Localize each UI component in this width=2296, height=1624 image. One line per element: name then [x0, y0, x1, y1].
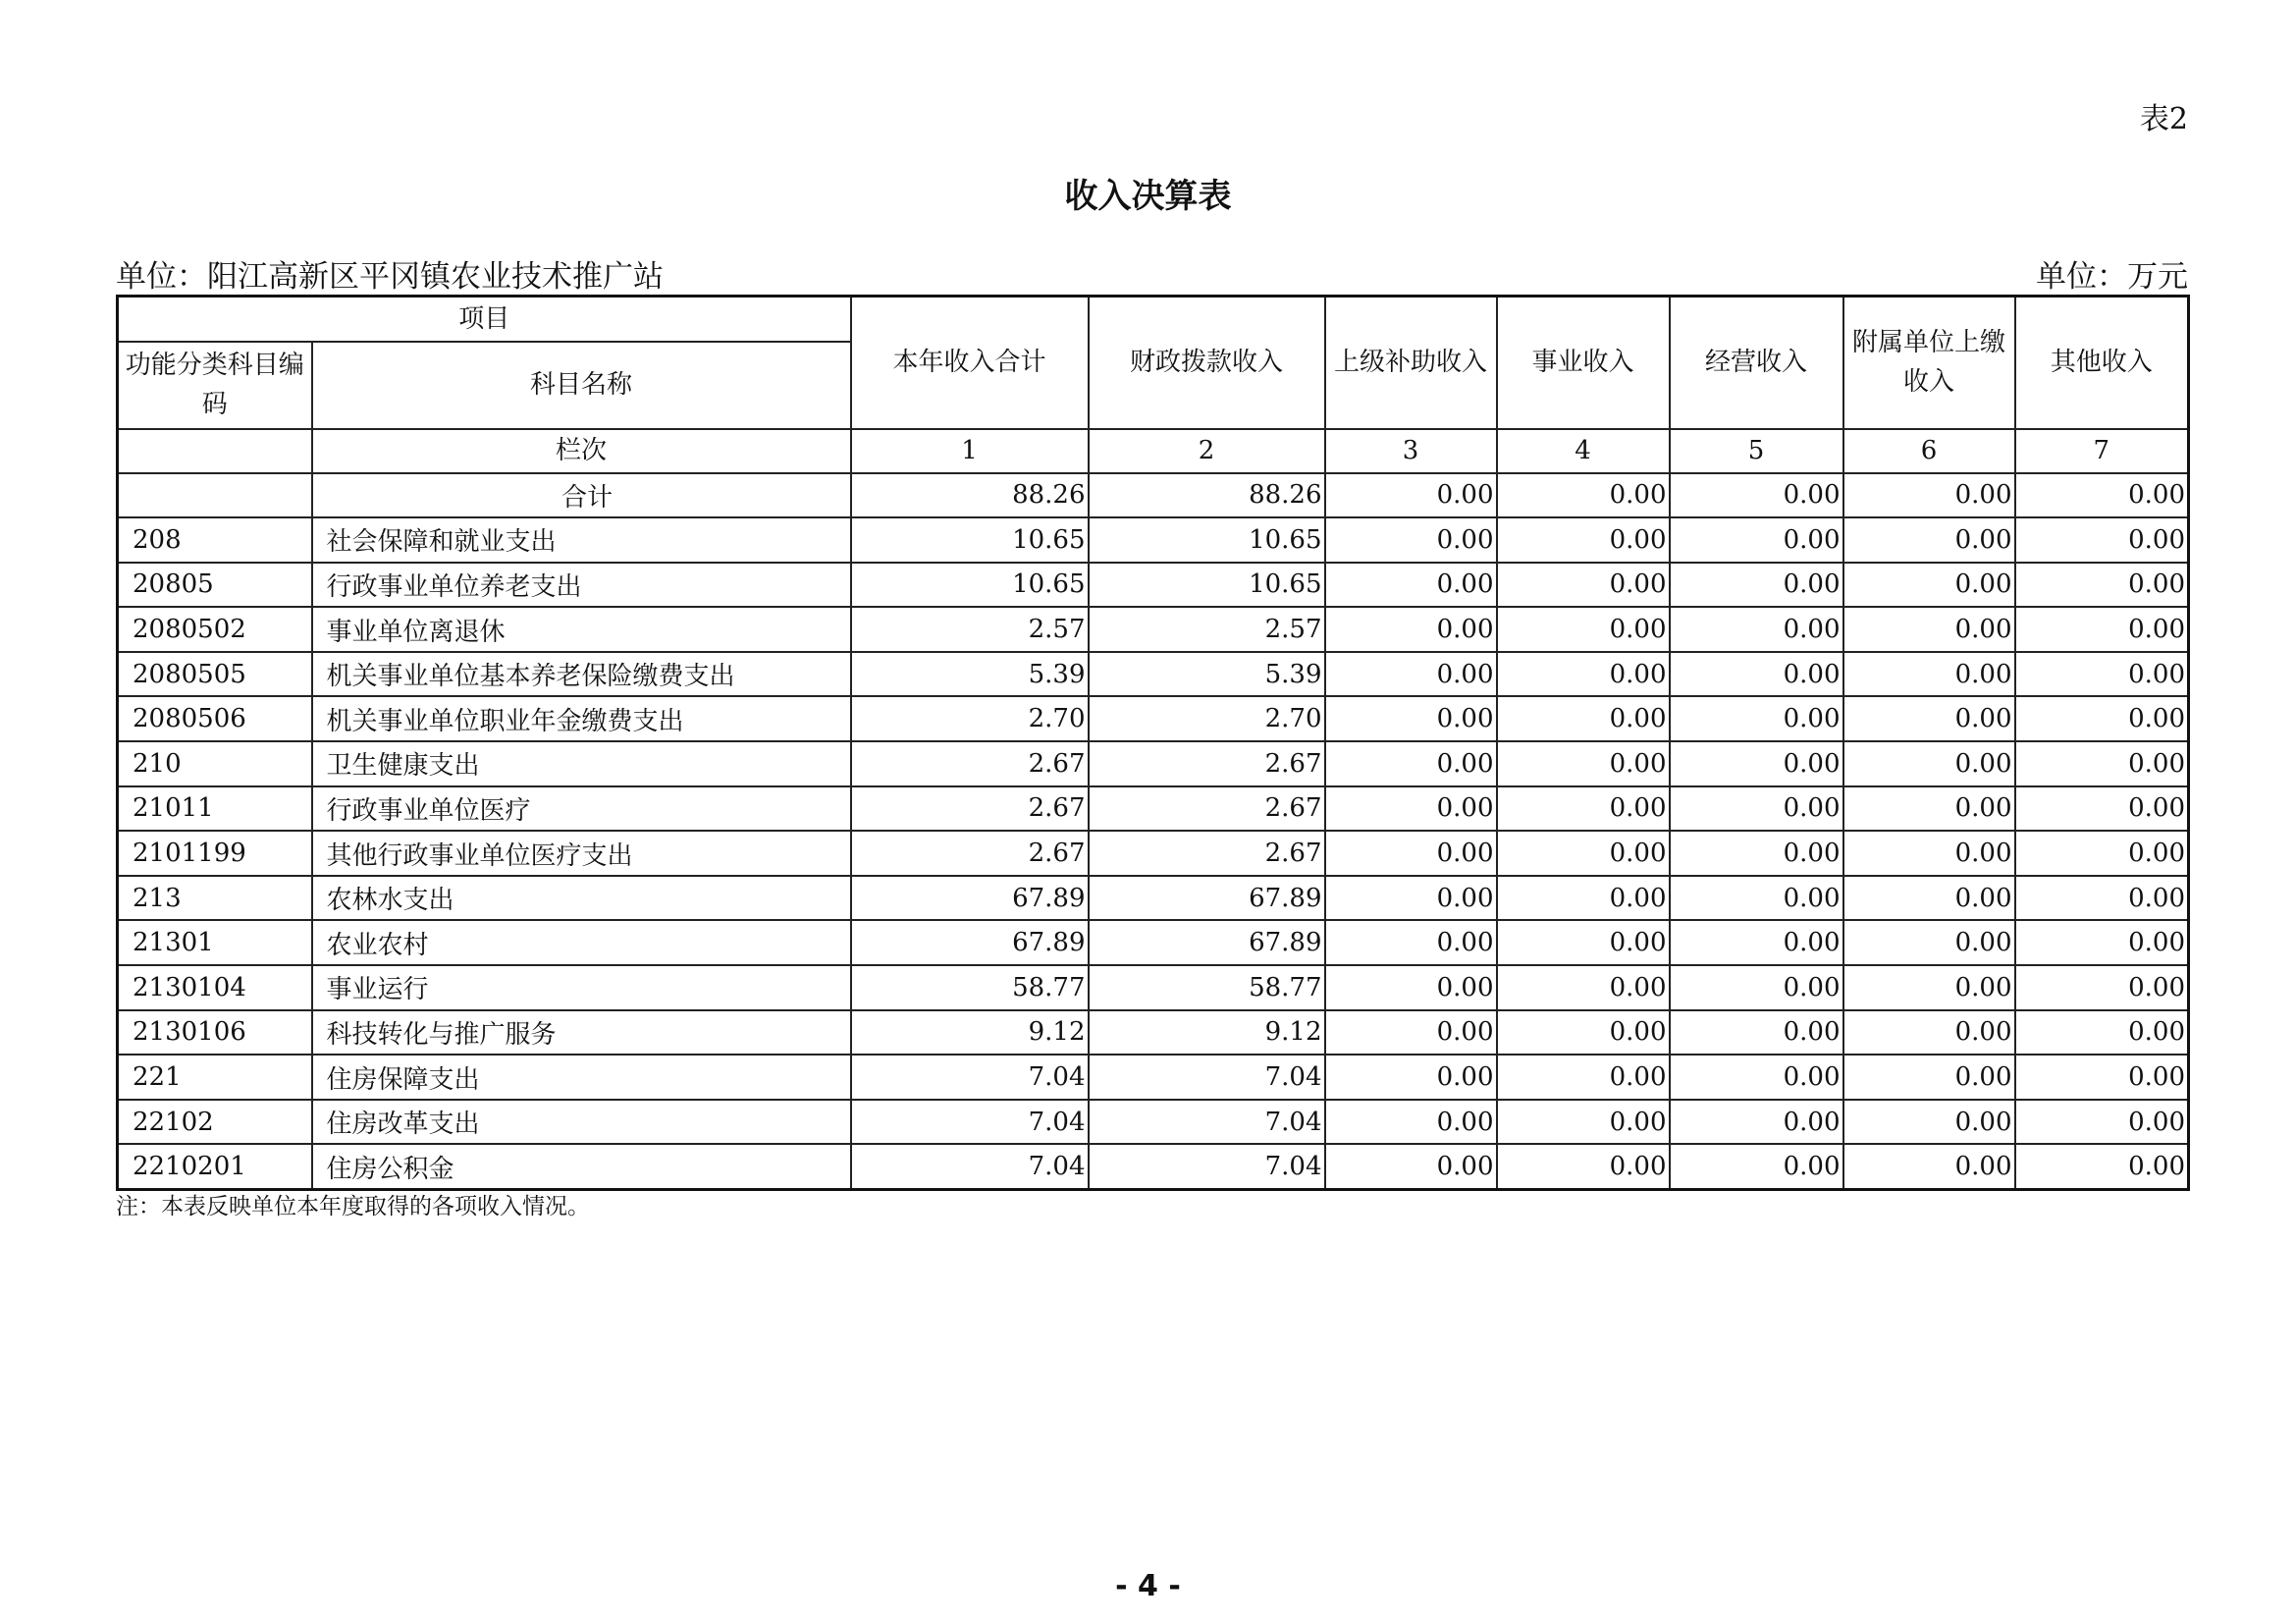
- row-code: 22102: [118, 1100, 312, 1145]
- table-row: [118, 741, 2189, 786]
- row-value: 0.00: [1325, 1100, 1497, 1145]
- row-code: 2130106: [118, 1010, 312, 1056]
- row-value: 0.00: [1670, 876, 1843, 921]
- row-value: 0.00: [1497, 563, 1670, 608]
- row-value: 0.00: [1670, 1144, 1843, 1189]
- header-name: 科目名称: [312, 342, 851, 429]
- row-value: 0.00: [1843, 831, 2015, 876]
- table-row: [118, 607, 2189, 652]
- table-row: [118, 920, 2189, 965]
- row-value: 0.00: [1843, 607, 2015, 652]
- header-col: 本年收入合计: [851, 297, 1089, 429]
- row-value: 0.00: [1497, 741, 1670, 786]
- row-value: 0.00: [2015, 473, 2189, 518]
- table-row: [118, 563, 2189, 608]
- row-value: 2.57: [1089, 607, 1325, 652]
- row-name: 其他行政事业单位医疗支出: [312, 831, 851, 876]
- header-col: 财政拨款收入: [1089, 297, 1325, 429]
- row-value: 0.00: [1843, 786, 2015, 832]
- row-value: 0.00: [1670, 920, 1843, 965]
- row-value: 0.00: [2015, 920, 2189, 965]
- row-value: 67.89: [1089, 920, 1325, 965]
- row-name: 机关事业单位职业年金缴费支出: [312, 696, 851, 741]
- row-value: 0.00: [1670, 786, 1843, 832]
- row-code: 213: [118, 876, 312, 921]
- row-value: 0.00: [1670, 607, 1843, 652]
- seq-number: 4: [1497, 429, 1670, 473]
- row-value: 0.00: [1325, 965, 1497, 1010]
- row-value: 0.00: [2015, 563, 2189, 608]
- row-value: 2.67: [1089, 741, 1325, 786]
- table-row: [118, 1055, 2189, 1100]
- row-value: 9.12: [851, 1010, 1089, 1056]
- row-value: 0.00: [1325, 607, 1497, 652]
- row-value: 2.67: [1089, 786, 1325, 832]
- row-value: 0.00: [2015, 517, 2189, 563]
- row-value: 0.00: [1325, 652, 1497, 697]
- table-note: 注：本表反映单位本年度取得的各项收入情况。: [116, 1194, 590, 1219]
- row-value: 7.04: [1089, 1100, 1325, 1145]
- seq-number: 7: [2015, 429, 2189, 473]
- row-value: 2.67: [851, 831, 1089, 876]
- row-value: 0.00: [1843, 1100, 2015, 1145]
- row-code: 21011: [118, 786, 312, 832]
- row-value: 0.00: [1325, 741, 1497, 786]
- row-value: 0.00: [1843, 696, 2015, 741]
- row-name: 行政事业单位养老支出: [312, 563, 851, 608]
- row-code: 2101199: [118, 831, 312, 876]
- row-value: 0.00: [1497, 1144, 1670, 1189]
- row-value: 0.00: [1325, 1010, 1497, 1056]
- row-value: 0.00: [1670, 1055, 1843, 1100]
- row-value: 7.04: [851, 1144, 1089, 1189]
- row-value: 7.04: [851, 1055, 1089, 1100]
- row-value: 0.00: [1843, 965, 2015, 1010]
- row-value: 0.00: [1497, 1010, 1670, 1056]
- row-value: 0.00: [2015, 741, 2189, 786]
- page-title: 收入决算表: [1064, 177, 1232, 216]
- row-value: 0.00: [1497, 696, 1670, 741]
- row-code: 2080505: [118, 652, 312, 697]
- row-value: 0.00: [1497, 473, 1670, 518]
- row-value: 0.00: [1670, 965, 1843, 1010]
- row-name: 科技转化与推广服务: [312, 1010, 851, 1056]
- row-code: 2080506: [118, 696, 312, 741]
- row-value: 0.00: [1497, 1055, 1670, 1100]
- table-row: [118, 965, 2189, 1010]
- row-value: 0.00: [1497, 786, 1670, 832]
- income-table: [116, 295, 2190, 1191]
- row-name: 住房改革支出: [312, 1100, 851, 1145]
- row-value: 0.00: [1325, 517, 1497, 563]
- row-value: 0.00: [1843, 741, 2015, 786]
- row-value: 0.00: [1670, 696, 1843, 741]
- row-value: 0.00: [2015, 1144, 2189, 1189]
- row-value: 58.77: [1089, 965, 1325, 1010]
- row-value: 0.00: [1843, 563, 2015, 608]
- row-value: 0.00: [1497, 965, 1670, 1010]
- seq-label: 栏次: [312, 429, 851, 473]
- row-value: 0.00: [1325, 473, 1497, 518]
- row-value: 0.00: [1497, 607, 1670, 652]
- row-value: 0.00: [2015, 652, 2189, 697]
- row-value: 0.00: [1670, 831, 1843, 876]
- unit-currency: 单位：万元: [2036, 259, 2188, 295]
- row-value: 10.65: [851, 517, 1089, 563]
- row-value: 0.00: [1843, 517, 2015, 563]
- header-project: 项目: [118, 297, 851, 342]
- table-row: [118, 786, 2189, 832]
- table-row: [118, 1144, 2189, 1189]
- row-value: 2.67: [851, 741, 1089, 786]
- table-row: [118, 696, 2189, 741]
- row-code: 2080502: [118, 607, 312, 652]
- table-row: [118, 1010, 2189, 1056]
- row-value: 0.00: [1325, 563, 1497, 608]
- row-value: 5.39: [851, 652, 1089, 697]
- row-value: 58.77: [851, 965, 1089, 1010]
- row-name: 事业运行: [312, 965, 851, 1010]
- seq-number: 2: [1089, 429, 1325, 473]
- row-name: 合计: [312, 473, 851, 518]
- row-value: 0.00: [1670, 1100, 1843, 1145]
- header-code: 功能分类科目编码: [118, 342, 312, 429]
- row-value: 0.00: [2015, 786, 2189, 832]
- row-value: 2.70: [1089, 696, 1325, 741]
- row-code: 208: [118, 517, 312, 563]
- row-code: 2130104: [118, 965, 312, 1010]
- row-value: 0.00: [1325, 920, 1497, 965]
- row-value: 5.39: [1089, 652, 1325, 697]
- row-value: 2.67: [1089, 831, 1325, 876]
- row-value: 9.12: [1089, 1010, 1325, 1056]
- row-value: 0.00: [1670, 473, 1843, 518]
- row-code: 20805: [118, 563, 312, 608]
- header-col: 附属单位上缴收入: [1843, 297, 2015, 429]
- row-value: 0.00: [1670, 517, 1843, 563]
- seq-number: 6: [1843, 429, 2015, 473]
- row-code: 2210201: [118, 1144, 312, 1189]
- row-value: 0.00: [1670, 1010, 1843, 1056]
- table-label: 表2: [2139, 102, 2188, 136]
- table-row: [118, 517, 2189, 563]
- row-value: 0.00: [2015, 1100, 2189, 1145]
- row-value: 0.00: [2015, 1055, 2189, 1100]
- row-code: [118, 473, 312, 518]
- row-value: 2.67: [851, 786, 1089, 832]
- row-value: 0.00: [1497, 831, 1670, 876]
- row-name: 事业单位离退休: [312, 607, 851, 652]
- row-code: 210: [118, 741, 312, 786]
- table-row: [118, 473, 2189, 518]
- row-value: 7.04: [851, 1100, 1089, 1145]
- row-value: 67.89: [1089, 876, 1325, 921]
- row-value: 0.00: [1843, 1144, 2015, 1189]
- row-name: 社会保障和就业支出: [312, 517, 851, 563]
- row-value: 0.00: [1497, 1100, 1670, 1145]
- row-value: 0.00: [1325, 831, 1497, 876]
- unit-organization: 单位：阳江高新区平冈镇农业技术推广站: [116, 259, 664, 295]
- row-value: 10.65: [851, 563, 1089, 608]
- row-value: 10.65: [1089, 517, 1325, 563]
- row-name: 住房保障支出: [312, 1055, 851, 1100]
- row-value: 0.00: [1843, 876, 2015, 921]
- row-value: 0.00: [1325, 1055, 1497, 1100]
- row-value: 2.70: [851, 696, 1089, 741]
- row-value: 0.00: [1843, 652, 2015, 697]
- row-value: 0.00: [1670, 563, 1843, 608]
- seq-number: 3: [1325, 429, 1497, 473]
- row-code: 21301: [118, 920, 312, 965]
- row-value: 7.04: [1089, 1055, 1325, 1100]
- row-value: 0.00: [1325, 696, 1497, 741]
- row-value: 0.00: [2015, 1010, 2189, 1056]
- row-value: 67.89: [851, 876, 1089, 921]
- table-row: [118, 876, 2189, 921]
- table-row: [118, 652, 2189, 697]
- row-value: 2.57: [851, 607, 1089, 652]
- row-name: 农林水支出: [312, 876, 851, 921]
- row-value: 0.00: [1325, 1144, 1497, 1189]
- row-value: 0.00: [2015, 876, 2189, 921]
- seq-number: 1: [851, 429, 1089, 473]
- seq-blank: [118, 429, 312, 473]
- page-number: - 4 -: [1115, 1569, 1181, 1603]
- row-value: 0.00: [1325, 876, 1497, 921]
- row-value: 0.00: [1843, 473, 2015, 518]
- row-name: 卫生健康支出: [312, 741, 851, 786]
- table-row: [118, 1100, 2189, 1145]
- row-value: 0.00: [2015, 607, 2189, 652]
- row-value: 0.00: [2015, 965, 2189, 1010]
- header-col: 上级补助收入: [1325, 297, 1497, 429]
- row-name: 住房公积金: [312, 1144, 851, 1189]
- row-value: 0.00: [1670, 741, 1843, 786]
- row-value: 0.00: [2015, 831, 2189, 876]
- row-name: 农业农村: [312, 920, 851, 965]
- header-col: 事业收入: [1497, 297, 1670, 429]
- row-value: 0.00: [1670, 652, 1843, 697]
- row-value: 0.00: [1497, 920, 1670, 965]
- header-col: 经营收入: [1670, 297, 1843, 429]
- row-value: 88.26: [851, 473, 1089, 518]
- row-value: 67.89: [851, 920, 1089, 965]
- row-value: 0.00: [1843, 1010, 2015, 1056]
- seq-number: 5: [1670, 429, 1843, 473]
- row-value: 10.65: [1089, 563, 1325, 608]
- header-col: 其他收入: [2015, 297, 2189, 429]
- row-name: 行政事业单位医疗: [312, 786, 851, 832]
- row-value: 0.00: [2015, 696, 2189, 741]
- row-name: 机关事业单位基本养老保险缴费支出: [312, 652, 851, 697]
- table-row: [118, 831, 2189, 876]
- row-value: 7.04: [1089, 1144, 1325, 1189]
- row-value: 88.26: [1089, 473, 1325, 518]
- row-value: 0.00: [1843, 1055, 2015, 1100]
- row-value: 0.00: [1325, 786, 1497, 832]
- row-value: 0.00: [1497, 876, 1670, 921]
- row-value: 0.00: [1497, 652, 1670, 697]
- row-value: 0.00: [1497, 517, 1670, 563]
- row-code: 221: [118, 1055, 312, 1100]
- row-value: 0.00: [1843, 920, 2015, 965]
